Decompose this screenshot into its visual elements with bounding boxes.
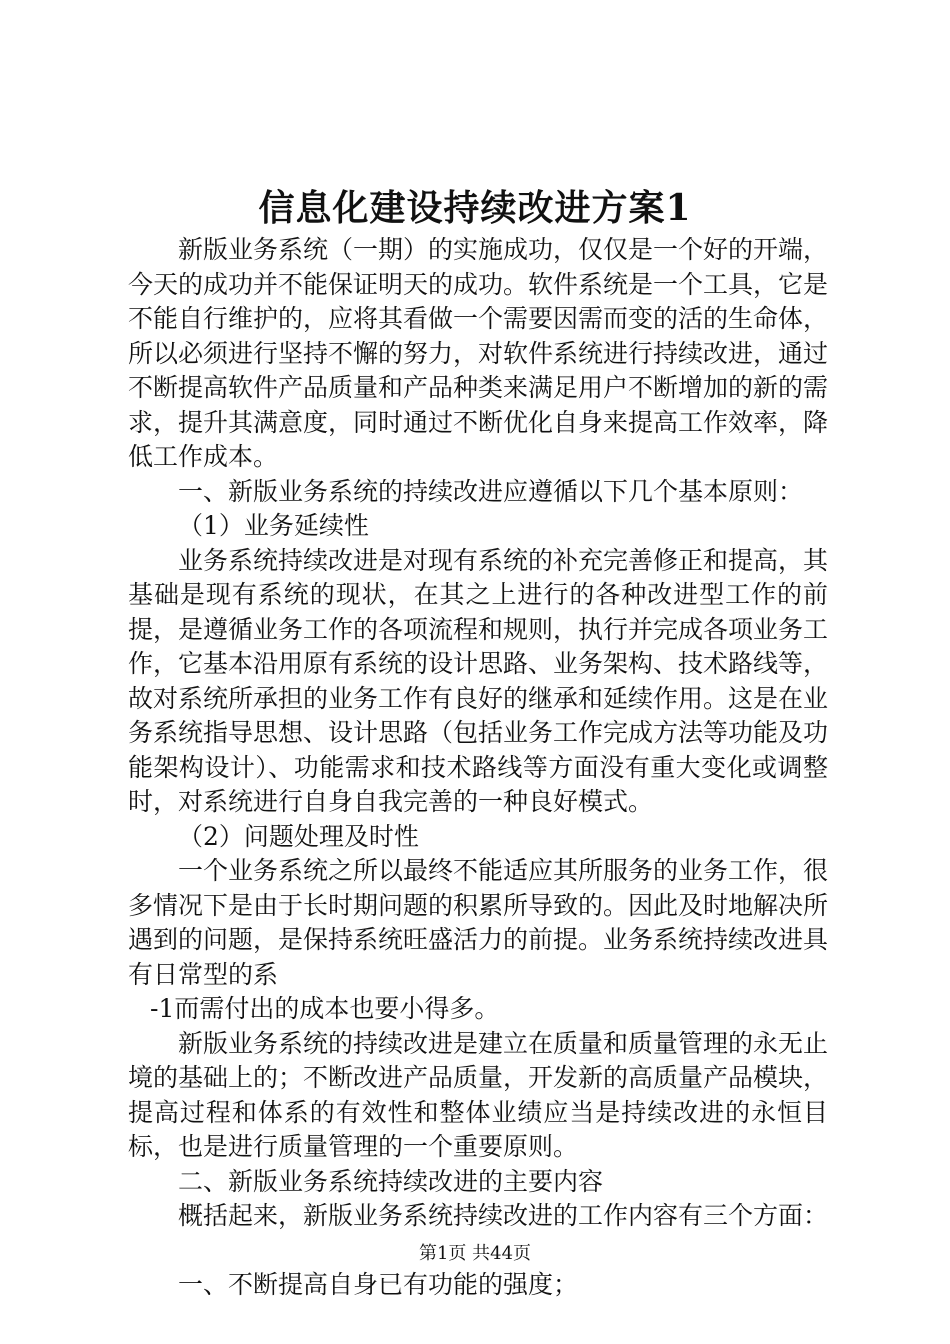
paragraph-quality: 新版业务系统的持续改进是建立在质量和质量管理的永无止境的基础上的；不断改进产品质量，开发新的高质量产品模块，提高过程和体系的有效性和整体业绩应当是持续改进的永恒目标，也是进行质量管理的一个重要原则。 xyxy=(128,1028,829,1161)
paragraph-intro: 新版业务系统（一期）的实施成功，仅仅是一个好的开端，今天的成功并不能保证明天的成功。软件系统是一个工具，它是不能自行维护的，应将其看做一个需要因需而变的活的生命体，所以必须进行坚持不懈的努力，对软件系统进行持续改进，通过不断提高软件产品质量和产品种类来满足用户不断增加的新的需求，提升其满意度，同时通过不断优化自身来提高工作效率，降低工作成本。 xyxy=(128,235,829,471)
paragraph-summary: 概括起来，新版业务系统持续改进的工作内容有三个方面： xyxy=(178,1201,829,1230)
paragraph-timeliness: 一个业务系统之所以最终不能适应其所服务的业务工作，很多情况下是由于长时期问题的积累所导致的。因此及时地解决所遇到的问题，是保持系统旺盛活力的前提。业务系统持续改进具有日常型的系 xyxy=(128,856,829,989)
section-heading-content: 二、新版业务系统持续改进的主要内容 xyxy=(178,1166,604,1196)
paragraph-continuity: 业务系统持续改进是对现有系统的补充完善修正和提高，其基础是现有系统的现状，在其之上进行的各种改进型工作的前提，是遵循业务工作的各项流程和规则，执行并完成各项业务工作，它基本沿用原有系统的设计思路、业务架构、技术路线等，故对系统所承担的业务工作有良好的继承和延续作用。这是在业务系统指导思想、设计思路（包括业务工作完成方法等功能及功能架构设计）、功能需求和技术路线等方面没有重大变化或调整时，对系统进行自身自我完善的一种良好模式。 xyxy=(128,545,829,816)
subheading-continuity: （1）业务延续性 xyxy=(178,511,369,540)
section-heading-principles: 一、新版业务系统的持续改进应遵循以下几个基本原则： xyxy=(178,476,804,506)
document-body xyxy=(128,233,828,1302)
list-item-first: 一、不断提高自身已有功能的强度； xyxy=(178,1269,579,1299)
subheading-timeliness: （2）问题处理及时性 xyxy=(178,821,419,851)
document-title: 信息化建设持续改进方案1 xyxy=(258,187,692,229)
page-footer: 第1页 共44页 xyxy=(418,1243,532,1264)
paragraph-fragment: -1而需付出的成本也要小得多。 xyxy=(150,994,500,1023)
